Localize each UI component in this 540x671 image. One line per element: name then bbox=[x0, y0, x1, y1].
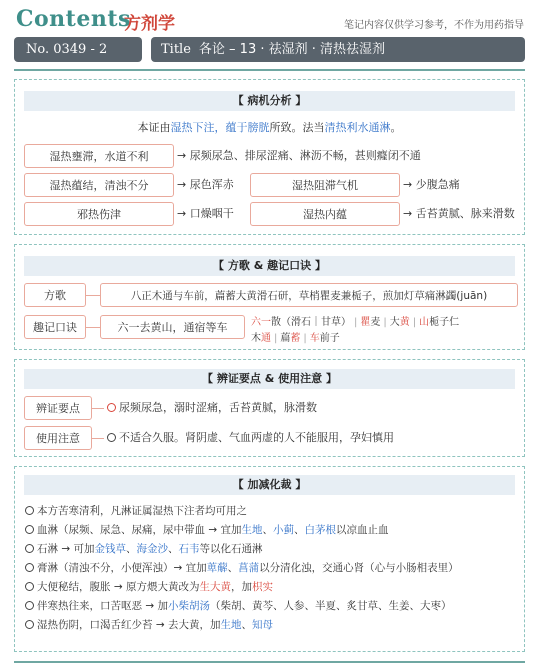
decode-herb: 麦 bbox=[370, 317, 381, 328]
decode-key: 瞿 bbox=[360, 317, 371, 328]
note-title: 各论 – 13 · 祛湿剂 · 清热祛湿剂 bbox=[198, 42, 386, 57]
symptom-text: → 尿频尿急、排尿涩痛、淋沥不畅，甚则癃闭不通 bbox=[177, 149, 421, 162]
pathogenesis-section bbox=[14, 79, 525, 235]
intro-text: 。 bbox=[390, 121, 402, 134]
item-text: 、 bbox=[241, 619, 252, 631]
section-heading: 【 加减化裁 】 bbox=[24, 475, 515, 495]
contents-title: Contents bbox=[16, 6, 131, 32]
herb-name: 枳实 bbox=[251, 581, 273, 593]
item-text: 、 bbox=[293, 524, 305, 536]
diagnosis-section bbox=[14, 359, 525, 457]
item-text: 、 bbox=[262, 524, 273, 536]
herb-name: 生地 bbox=[241, 524, 263, 536]
caution-text: 不适合久服。肾阴虚、气血两虚的人不能服用，孕妇慎用 bbox=[119, 431, 394, 444]
symptom-text: → 舌苔黄腻、脉来滑数 bbox=[403, 207, 515, 220]
decode-herb: 栀子仁 bbox=[429, 317, 460, 328]
title-label: Title bbox=[161, 42, 191, 57]
herb-name: 石韦 bbox=[178, 543, 200, 555]
herb-name: 菖蒲 bbox=[238, 562, 260, 574]
symptom-text: → 口燥咽干 bbox=[177, 207, 234, 220]
note-title-bar bbox=[151, 37, 525, 62]
herb-name: 知母 bbox=[251, 619, 273, 631]
connector-line bbox=[92, 408, 104, 409]
page-header bbox=[0, 0, 540, 70]
item-text: （柴胡、黄芩、人参、半夏、炙甘草、生姜、大枣） bbox=[209, 600, 452, 612]
decode-herb: 木 bbox=[251, 333, 261, 344]
herb-name: 白茅根 bbox=[304, 524, 336, 536]
herb-name: 生地 bbox=[220, 619, 242, 631]
symptom-text: → 尿色浑赤 bbox=[177, 178, 234, 191]
intro-cause: 湿热下注，蕴于膀胱 bbox=[170, 121, 270, 134]
herb-name: 金钱草 bbox=[94, 543, 126, 555]
item-text: 以凉血止血 bbox=[335, 524, 389, 536]
caution-label: 使用注意 bbox=[24, 426, 92, 450]
pathology-box: 湿热内蕴 bbox=[250, 202, 400, 226]
decode-herb: 前子 bbox=[319, 333, 340, 344]
connector-line bbox=[86, 295, 100, 296]
decode-herb: 散（滑石｜甘草） bbox=[271, 317, 351, 328]
connector-line bbox=[92, 438, 104, 439]
mnemonic-decode-line1: 六一散（滑石｜甘草） | 瞿麦 | 大黄 | 山栀子仁 bbox=[251, 317, 460, 328]
pathogenesis-intro bbox=[15, 119, 524, 135]
connector-line bbox=[86, 327, 100, 328]
key-points bbox=[107, 396, 317, 420]
subject-title: 方剂学 bbox=[124, 14, 175, 34]
intro-text: 所致。法当 bbox=[269, 121, 325, 134]
caution bbox=[107, 426, 394, 450]
decode-key: 蓄 bbox=[290, 333, 301, 344]
herb-name: 生大黄 bbox=[199, 581, 231, 593]
modification-item bbox=[25, 617, 273, 632]
modification-item bbox=[25, 522, 388, 537]
herb-name: 小蓟 bbox=[272, 524, 294, 536]
modification-section bbox=[14, 466, 525, 652]
section-heading: 【 病机分析 】 bbox=[24, 91, 515, 111]
decode-herb: 大 bbox=[389, 317, 400, 328]
modification-item bbox=[25, 579, 273, 594]
decode-key: 六一 bbox=[251, 317, 271, 328]
modification-item bbox=[25, 541, 262, 556]
item-text: 膏淋（清浊不分，小便浑浊）→ 宜加 bbox=[37, 562, 207, 574]
pathology-box: 湿热壅滞，水道不利 bbox=[24, 144, 174, 168]
mnemonic-label: 趣记口诀 bbox=[24, 315, 86, 339]
note-number: No. 0349 - 2 bbox=[14, 37, 142, 62]
pathology-box: 邪热伤津 bbox=[24, 202, 174, 226]
item-text: 湿热伤阴，口渴舌红少苔 → 去大黄，加 bbox=[37, 619, 221, 631]
herb-name: 萆薢 bbox=[206, 562, 228, 574]
decode-key: 通 bbox=[261, 333, 271, 344]
modification-item bbox=[25, 598, 451, 613]
item-text: 以分清化浊，交通心肾（心与小肠相表里） bbox=[259, 562, 459, 574]
item-text: 血淋（尿频、尿急、尿痛，尿中带血 → 宜加 bbox=[37, 524, 242, 536]
divider-bottom bbox=[14, 661, 525, 663]
item-text: 大便秘结，腹胀 → 原方煨大黄改为 bbox=[37, 581, 200, 593]
herb-name: 小柴胡汤 bbox=[167, 600, 210, 612]
song-label: 方歌 bbox=[24, 283, 86, 307]
item-text: 石淋 → 可加 bbox=[37, 543, 95, 555]
decode-herb: 萹 bbox=[280, 333, 291, 344]
pathology-box: 湿热蕴结，清浊不分 bbox=[24, 173, 174, 197]
item-text: 伴寒热往来，口苦呕恶 → 加 bbox=[37, 600, 168, 612]
symptom-text: → 少腹急痛 bbox=[403, 178, 460, 191]
formula-song-section bbox=[14, 244, 525, 350]
mnemonic-text: 六一去黄山，通宿等车 bbox=[100, 315, 245, 339]
decode-key: 山 bbox=[419, 317, 430, 328]
disclaimer-note: 笔记内容仅供学习参考，不作为用药指导 bbox=[344, 20, 524, 31]
item-text: 、 bbox=[227, 562, 239, 574]
key-points-label: 辨证要点 bbox=[24, 396, 92, 420]
item-text: 、 bbox=[167, 543, 179, 555]
pathology-box: 湿热阻滞气机 bbox=[250, 173, 400, 197]
key-points-text: 尿频尿急，溺时涩痛，舌苔黄腻，脉滑数 bbox=[119, 401, 317, 414]
decode-key: 车 bbox=[309, 333, 320, 344]
item-text: 本方苦寒清利，凡淋证属湿热下注者均可用之 bbox=[37, 505, 247, 517]
section-heading: 【 方歌 & 趣记口诀 】 bbox=[24, 256, 515, 276]
item-text: ，加 bbox=[230, 581, 252, 593]
modification-item bbox=[25, 503, 247, 518]
herb-name: 海金沙 bbox=[136, 543, 168, 555]
modification-item bbox=[25, 560, 459, 575]
intro-text: 本证由 bbox=[137, 121, 171, 134]
item-text: 等以化石通淋 bbox=[199, 543, 263, 555]
divider-top bbox=[14, 69, 525, 71]
intro-method: 清热利水通淋 bbox=[324, 121, 391, 134]
item-text: 、 bbox=[125, 543, 137, 555]
formula-song: 八正木通与车前，萹蓄大黄滑石研，草梢瞿麦兼栀子，煎加灯草痛淋蠲(juān) bbox=[100, 283, 518, 307]
section-heading: 【 辨证要点 & 使用注意 】 bbox=[24, 369, 515, 389]
decode-key: 黄 bbox=[399, 317, 410, 328]
mnemonic-decode-line2: 木通 | 萹蓄 | 车前子 bbox=[251, 333, 340, 344]
